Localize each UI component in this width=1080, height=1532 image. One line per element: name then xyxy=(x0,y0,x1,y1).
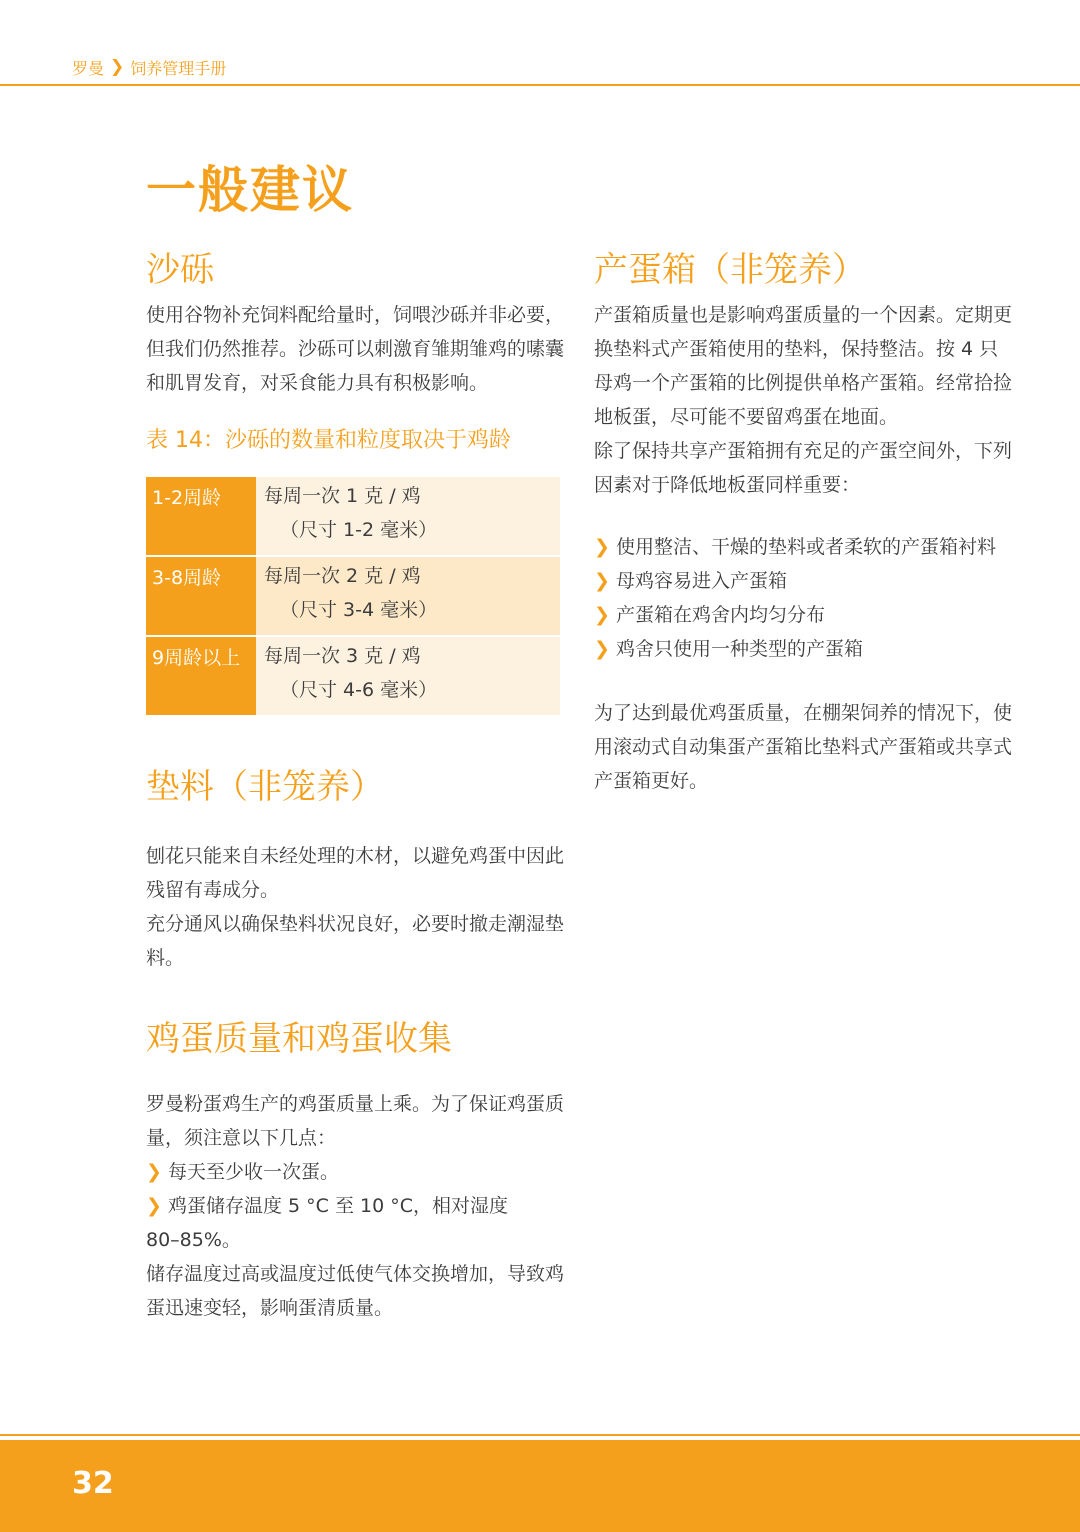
nest-paragraph-3: 为了达到最优鸡蛋质量，在棚架饲养的情况下，使用滚动式自动集蛋产蛋箱比垫料式产蛋箱或共享式产蛋箱更好。 xyxy=(594,702,1013,792)
chevron-right-icon: ❯ xyxy=(146,1161,162,1183)
size-text: （尺寸 3-4 毫米） xyxy=(280,599,438,621)
header-divider xyxy=(0,84,1080,86)
bullet-continuation: 80–85%。 xyxy=(146,1229,241,1251)
list-item xyxy=(146,1189,564,1223)
breadcrumb-section[interactable]: 饲养管理手册 xyxy=(130,58,227,78)
list-item xyxy=(594,530,1014,564)
bullet-text: 鸡舍只使用一种类型的产蛋箱 xyxy=(616,638,864,660)
litter-paragraph-1: 刨花只能来自未经处理的木材，以避免鸡蛋中因此残留有毒成分。 xyxy=(146,845,565,901)
amount-text: 每周一次 1 克 / 鸡 xyxy=(264,485,421,507)
right-column xyxy=(594,246,1014,798)
size-text: （尺寸 1-2 毫米） xyxy=(280,519,438,541)
chevron-right-icon: ❯ xyxy=(594,638,610,660)
bullet-text: 鸡蛋储存温度 5 °C 至 10 °C，相对湿度 xyxy=(168,1195,508,1217)
bullet-text: 产蛋箱在鸡舍内均匀分布 xyxy=(616,604,826,626)
table-row xyxy=(146,557,560,637)
left-column xyxy=(146,246,564,1325)
grit-table xyxy=(146,477,560,717)
nest-paragraph-2: 除了保持共享产蛋箱拥有充足的产蛋空间外，下列因素对于降低地板蛋同样重要： xyxy=(594,440,1013,496)
egg-quality-outro: 储存温度过高或温度过低使气体交换增加，导致鸡蛋迅速变轻，影响蛋清质量。 xyxy=(146,1263,565,1319)
age-cell: 1-2周龄 xyxy=(146,477,256,557)
breadcrumb xyxy=(72,52,226,82)
bullet-text: 每天至少收一次蛋。 xyxy=(168,1161,340,1183)
chevron-right-icon: ❯ xyxy=(594,536,610,558)
nest-heading: 产蛋箱（非笼养） xyxy=(594,250,866,290)
list-item xyxy=(594,598,1014,632)
egg-quality-section xyxy=(146,1015,564,1325)
grit-table-caption: 表 14：沙砾的数量和粒度取决于鸡龄 xyxy=(146,428,511,453)
litter-paragraph-2: 充分通风以确保垫料状况良好，必要时撤走潮湿垫料。 xyxy=(146,913,565,969)
egg-quality-heading: 鸡蛋质量和鸡蛋收集 xyxy=(146,1019,452,1059)
value-cell xyxy=(256,477,560,557)
amount-text: 每周一次 2 克 / 鸡 xyxy=(264,565,421,587)
value-cell xyxy=(256,557,560,637)
chevron-right-icon: ❯ xyxy=(594,604,610,626)
size-text: （尺寸 4-6 毫米） xyxy=(280,679,438,701)
egg-quality-intro: 罗曼粉蛋鸡生产的鸡蛋质量上乘。为了保证鸡蛋质量，须注意以下几点： xyxy=(146,1093,565,1149)
chevron-right-icon: ❯ xyxy=(594,570,610,592)
list-item xyxy=(594,564,1014,598)
litter-heading: 垫料（非笼养） xyxy=(146,767,384,807)
nest-bullet-list xyxy=(594,530,1014,666)
nest-paragraph-1: 产蛋箱质量也是影响鸡蛋质量的一个因素。定期更换垫料式产蛋箱使用的垫料，保持整洁。按 4 只母鸡一个产蛋箱的比例提供单格产蛋箱。经常拾捡地板蛋，尽可能不要留鸡蛋在地面。 xyxy=(594,304,1013,428)
grit-body: 使用谷物补充饲料配给量时，饲喂沙砾并非必要，但我们仍然推荐。沙砾可以刺激育雏期雏鸡的嗉囊和肌胃发育，对采食能力具有积极影响。 xyxy=(146,304,565,394)
list-item xyxy=(594,632,1014,666)
grit-heading: 沙砾 xyxy=(146,250,214,290)
breadcrumb-brand[interactable]: 罗曼 xyxy=(72,58,105,78)
chevron-right-icon: ❯ xyxy=(110,57,125,77)
table-row xyxy=(146,477,560,557)
value-cell xyxy=(256,637,560,717)
age-cell: 3-8周龄 xyxy=(146,557,256,637)
page-number: 32 xyxy=(72,1466,114,1501)
chevron-right-icon: ❯ xyxy=(146,1195,162,1217)
bullet-text: 母鸡容易进入产蛋箱 xyxy=(616,570,788,592)
list-item xyxy=(146,1155,564,1189)
footer-divider xyxy=(0,1434,1080,1436)
bullet-text: 使用整洁、干燥的垫料或者柔软的产蛋箱衬料 xyxy=(616,536,997,558)
page-title: 一般建议 xyxy=(146,161,354,219)
table-row xyxy=(146,637,560,717)
nest-section xyxy=(594,246,1014,798)
grit-section xyxy=(146,246,564,717)
age-cell: 9周龄以上 xyxy=(146,637,256,717)
footer-bar xyxy=(0,1440,1080,1532)
amount-text: 每周一次 3 克 / 鸡 xyxy=(264,645,421,667)
litter-section xyxy=(146,763,564,975)
